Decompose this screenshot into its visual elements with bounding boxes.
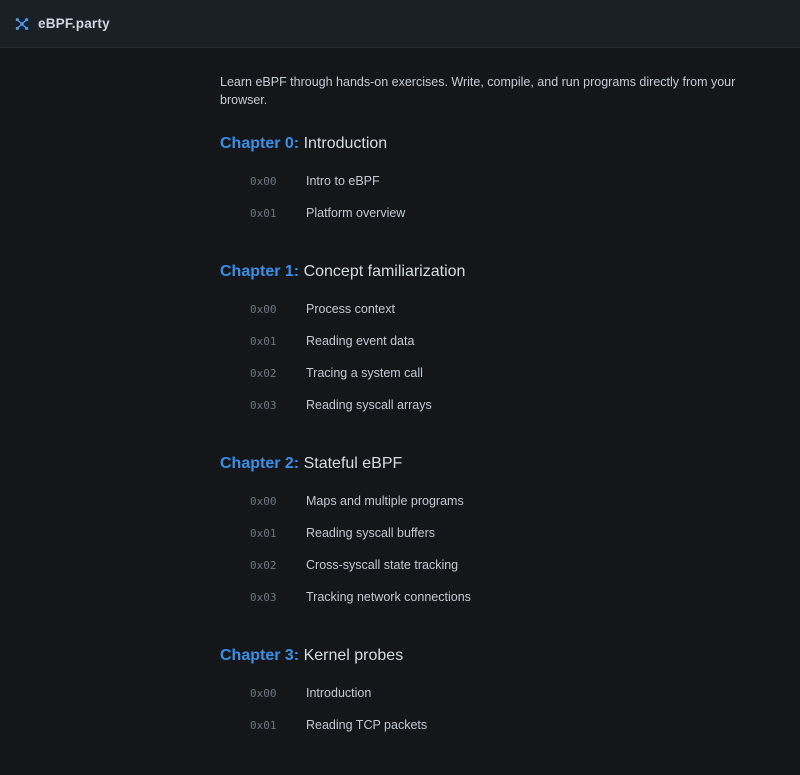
- lesson-id: 0x01: [250, 526, 277, 540]
- lesson-id: 0x03: [250, 398, 277, 412]
- lesson-row[interactable]: [220, 197, 780, 229]
- lesson-link[interactable]: Maps and multiple programs: [306, 494, 464, 508]
- brand-home-link[interactable]: [14, 16, 110, 32]
- chapter-number: Chapter 3:: [220, 647, 300, 664]
- lesson-list: [220, 293, 780, 421]
- lesson-row[interactable]: [220, 389, 780, 421]
- chapter-section: [220, 647, 780, 741]
- lesson-list: [220, 485, 780, 613]
- lesson-link[interactable]: Platform overview: [306, 206, 406, 220]
- section-spacer: [220, 437, 780, 455]
- lesson-id: 0x00: [250, 302, 277, 316]
- lesson-link[interactable]: Intro to eBPF: [306, 174, 380, 188]
- lesson-link[interactable]: Reading event data: [306, 334, 415, 348]
- lesson-list: [220, 677, 780, 741]
- lesson-id: 0x02: [250, 558, 277, 572]
- lesson-id: 0x02: [250, 366, 277, 380]
- brand-label: eBPF.party: [38, 16, 110, 31]
- lesson-row[interactable]: [220, 293, 780, 325]
- lesson-row[interactable]: [220, 709, 780, 741]
- chapter-name: Introduction: [303, 135, 388, 152]
- chapter-section: [220, 455, 780, 613]
- lesson-link[interactable]: Introduction: [306, 686, 372, 700]
- chapter-name: Stateful eBPF: [303, 455, 403, 472]
- chapter-title: [220, 263, 780, 281]
- chapter-section: [220, 135, 780, 229]
- lesson-id: 0x01: [250, 718, 277, 732]
- lesson-id: 0x00: [250, 174, 277, 188]
- lesson-row[interactable]: [220, 517, 780, 549]
- lesson-list: [220, 165, 780, 229]
- chapter-section: [220, 263, 780, 421]
- lesson-link[interactable]: Cross-syscall state tracking: [306, 558, 459, 572]
- lesson-id: 0x00: [250, 686, 277, 700]
- top-navigation-bar: [0, 0, 800, 48]
- lesson-row[interactable]: [220, 165, 780, 197]
- lesson-id: 0x01: [250, 334, 277, 348]
- chapter-name: Concept familiarization: [303, 263, 466, 280]
- section-spacer: [220, 629, 780, 647]
- chapter-title: [220, 647, 780, 665]
- chapter-number: Chapter 0:: [220, 135, 300, 152]
- lesson-link[interactable]: Tracing a system call: [306, 366, 423, 380]
- lesson-row[interactable]: [220, 549, 780, 581]
- lesson-row[interactable]: [220, 357, 780, 389]
- chapter-title: [220, 455, 780, 473]
- lesson-link[interactable]: Reading syscall buffers: [306, 526, 436, 540]
- chapter-number: Chapter 2:: [220, 455, 300, 472]
- lesson-id: 0x03: [250, 590, 277, 604]
- lesson-id: 0x00: [250, 494, 277, 508]
- lesson-link[interactable]: Process context: [306, 302, 395, 316]
- lesson-link[interactable]: Reading TCP packets: [306, 718, 428, 732]
- lesson-link[interactable]: Reading syscall arrays: [306, 398, 432, 412]
- chapter-number: Chapter 1:: [220, 263, 300, 280]
- ebpf-logo-icon: [14, 16, 30, 32]
- chapter-title: [220, 135, 780, 153]
- section-spacer: [220, 245, 780, 263]
- lesson-row[interactable]: [220, 677, 780, 709]
- main-content: [0, 48, 800, 775]
- lesson-row[interactable]: [220, 485, 780, 517]
- intro-text: Learn eBPF through hands-on exercises. Write, compile, and run programs directly from your browser.: [220, 75, 736, 107]
- chapter-name: Kernel probes: [303, 647, 404, 664]
- section-spacer: [220, 757, 780, 775]
- chapter-list: [220, 135, 780, 775]
- lesson-row[interactable]: [220, 325, 780, 357]
- lesson-link[interactable]: Tracking network connections: [306, 590, 471, 604]
- lesson-row[interactable]: [220, 581, 780, 613]
- lesson-id: 0x01: [250, 206, 277, 220]
